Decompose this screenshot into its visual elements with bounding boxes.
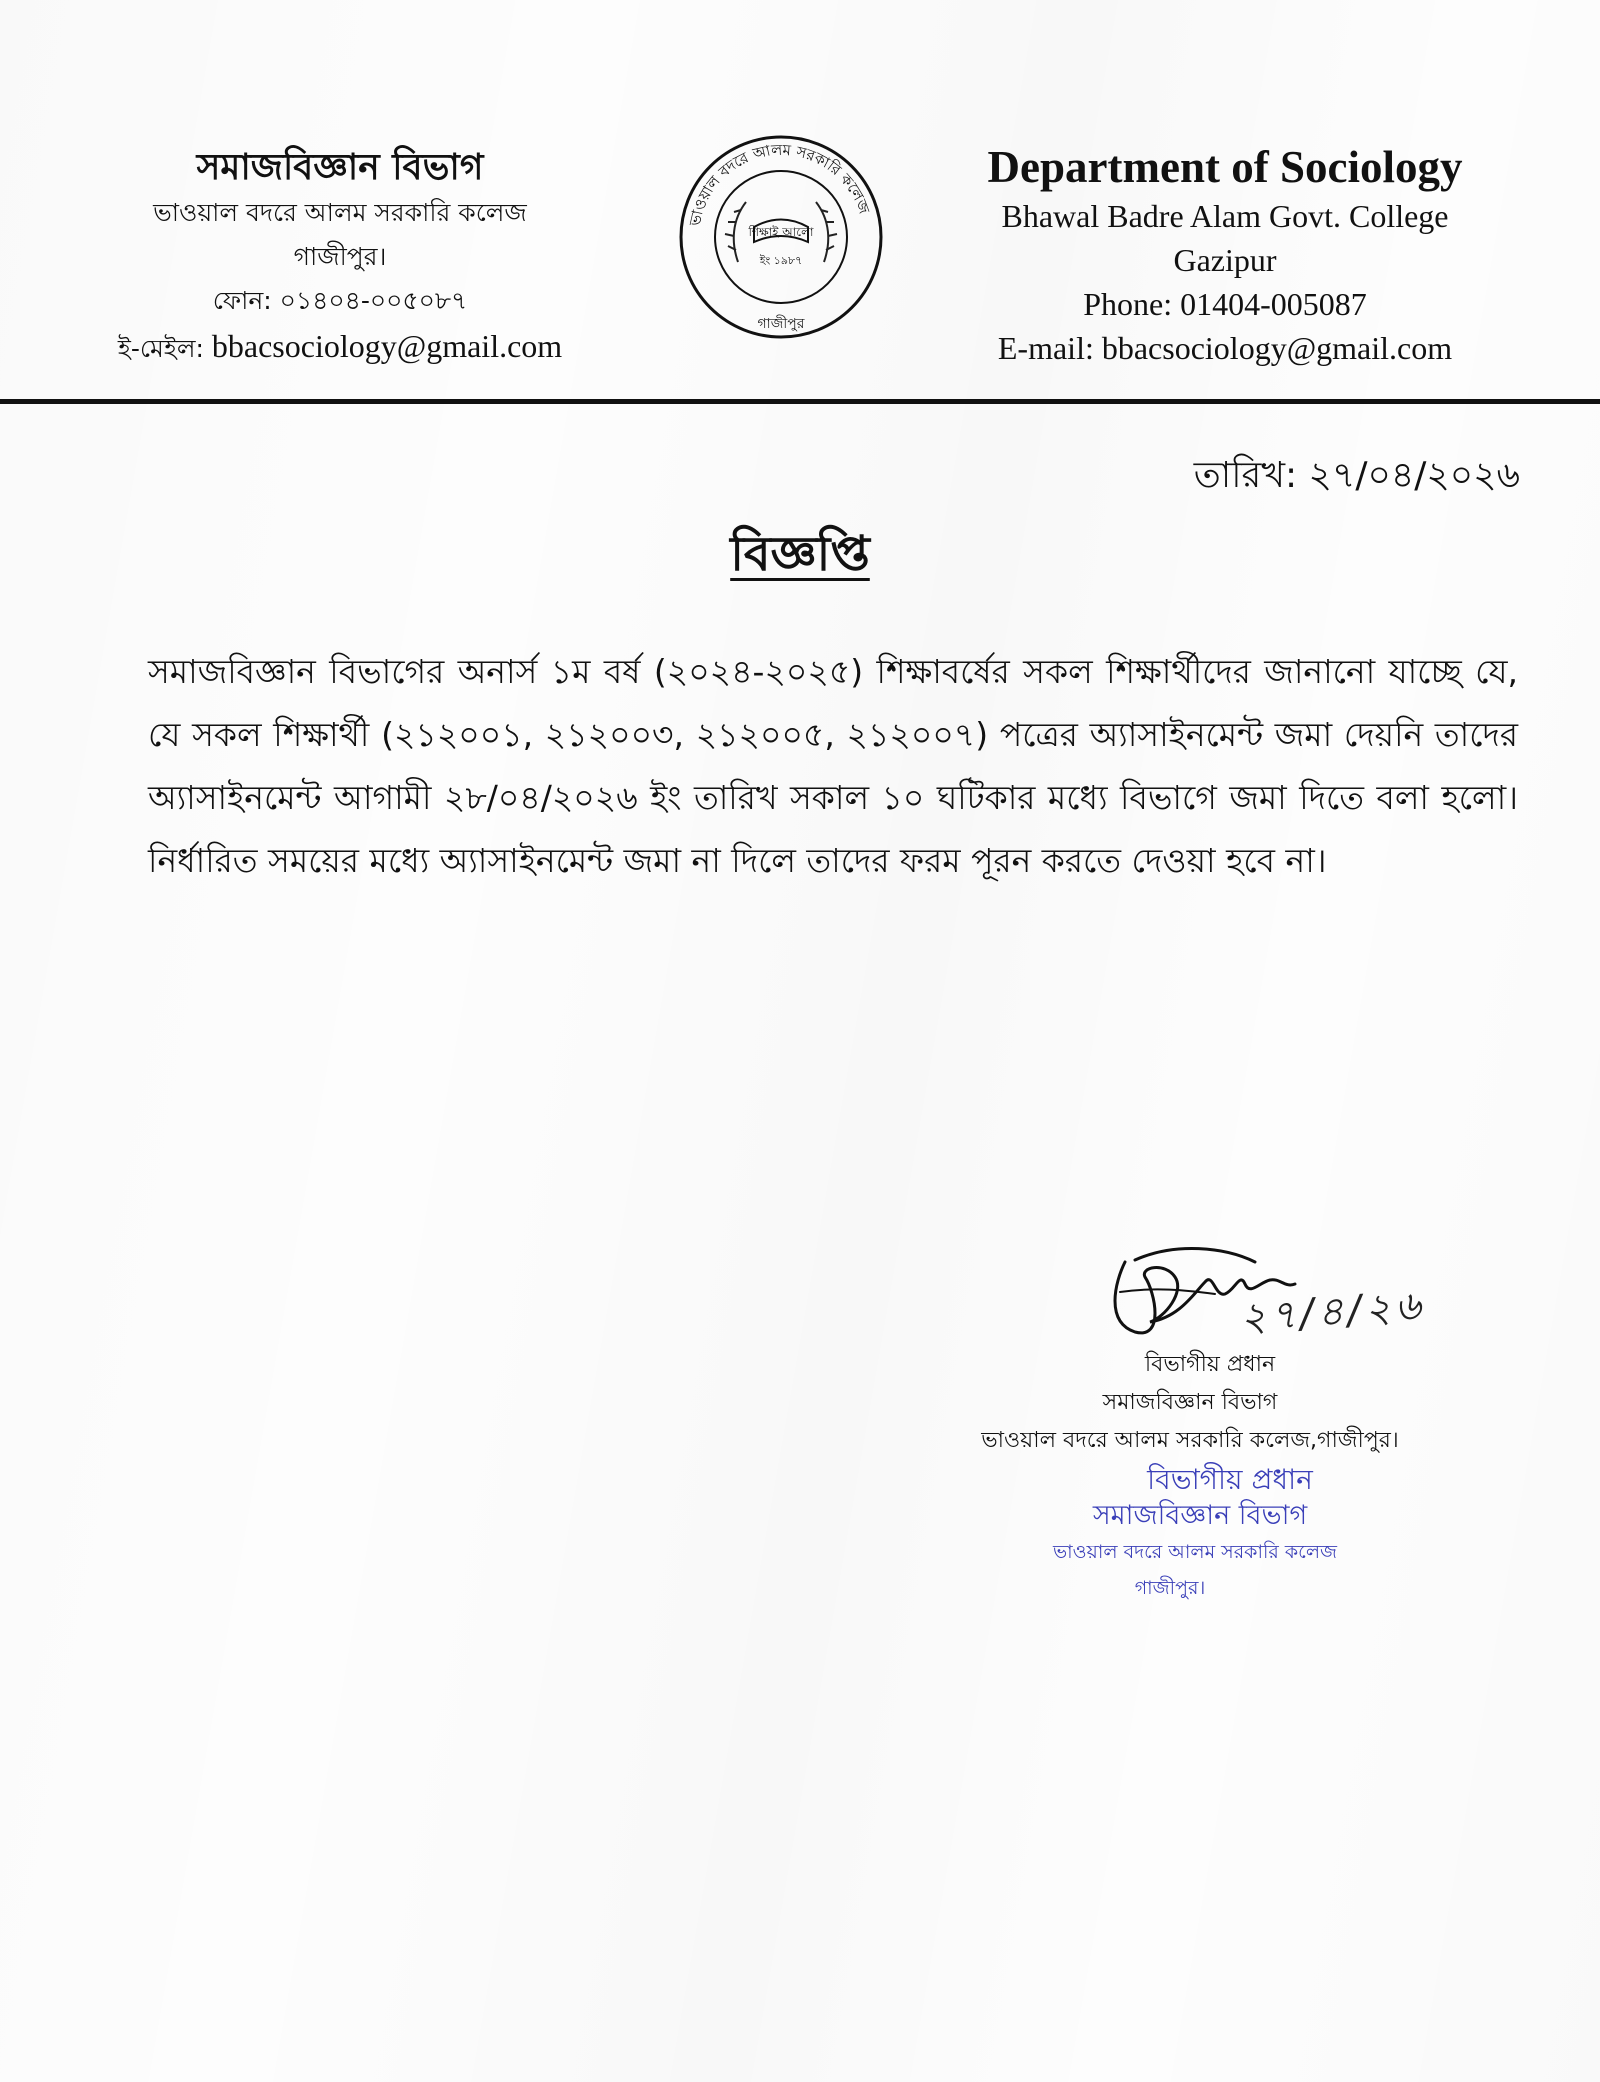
signatory-designation: বিভাগীয় প্রধান [1144,1352,1276,1377]
city-bangla: গাজীপুর। [293,242,387,271]
stamp-department: সমাজবিজ্ঞান বিভাগ [1092,1500,1308,1531]
email-bangla-line [60,323,620,372]
svg-text:ভাওয়াল বদরে আলম সরকারি কলেজ [685,141,873,229]
signatory-college: ভাওয়াল বদরে আলম সরকারি কলেজ,গাজীপুর। [981,1428,1399,1453]
notice-title-text: বিজ্ঞপ্তি [730,526,870,582]
phone-bangla: ফোন: ০১৪০৪-০০৫০৮৭ [212,286,468,315]
city-english: Gazipur [1173,242,1277,278]
header-divider [0,399,1600,404]
notice-date: তারিখ: ২৭/০৪/২০২৬ [1193,455,1520,496]
email-english: E-mail: bbacsociology@gmail.com [997,330,1453,366]
seal-year: ইং ১৯৮৭ [759,254,803,267]
seal-bottom-text: গাজীপুর [757,316,805,332]
college-name-bangla: ভাওয়াল বদরে আলম সরকারি কলেজ [153,198,527,227]
seal-motto: শিক্ষাই আলো [748,225,814,239]
stamp-college: ভাওয়াল বদরে আলম সরকারি কলেজ [1053,1541,1337,1563]
dept-name-english: Department of Sociology [987,142,1463,192]
email-address: bbacsociology@gmail.com [211,328,563,364]
notice-body: সমাজবিজ্ঞান বিভাগের অনার্স ১ম বর্ষ (২০২৪-২০২৫) শিক্ষাবর্ষের সকল শিক্ষার্থীদের জানানো যাচ্ছে যে, যে সকল শিক্ষার্থী (২১২০০১, ২১২০০৩, ২১২০০৫, ২১২০০৭) পত্রের অ্যাসাইনমেন্ট জমা দেয়নি তাদের অ্যাসাইনমেন্ট আগামী ২৮/০৪/২০২৬ ইং তারিখ সকাল ১০ ঘটিকার মধ্যে বিভাগে জমা দিতে বলা হলো। নির্ধারিত সময়ের মধ্যে অ্যাসাইনমেন্ট জমা না দিলে তাদের ফরম পূরন করতে দেওয়া হবে না। [148,652,1518,880]
college-seal [676,132,886,342]
dept-name-bangla: সমাজবিজ্ঞান বিভাগ [196,147,484,188]
signatory-block [940,1346,1440,1460]
email-label-bangla: ই-মেইল: [117,334,212,363]
stamp-city: গাজীপুর। [1134,1577,1206,1599]
college-name-english: Bhawal Badre Alam Govt. College [1001,198,1449,234]
signature-date: ২৭/৪/২৬ [1238,1282,1427,1342]
seal-ring-text: ভাওয়াল বদরে আলম সরকারি কলেজ [685,140,874,228]
notice-title [0,518,1600,597]
signatory-department: সমাজবিজ্ঞান বিভাগ [1102,1390,1278,1415]
header-bangla [60,145,620,372]
phone-english: Phone: 01404-005087 [1083,286,1367,322]
official-stamp [1010,1462,1370,1606]
stamp-designation: বিভাগীয় প্রধান [1147,1463,1313,1496]
header-english [930,140,1520,370]
